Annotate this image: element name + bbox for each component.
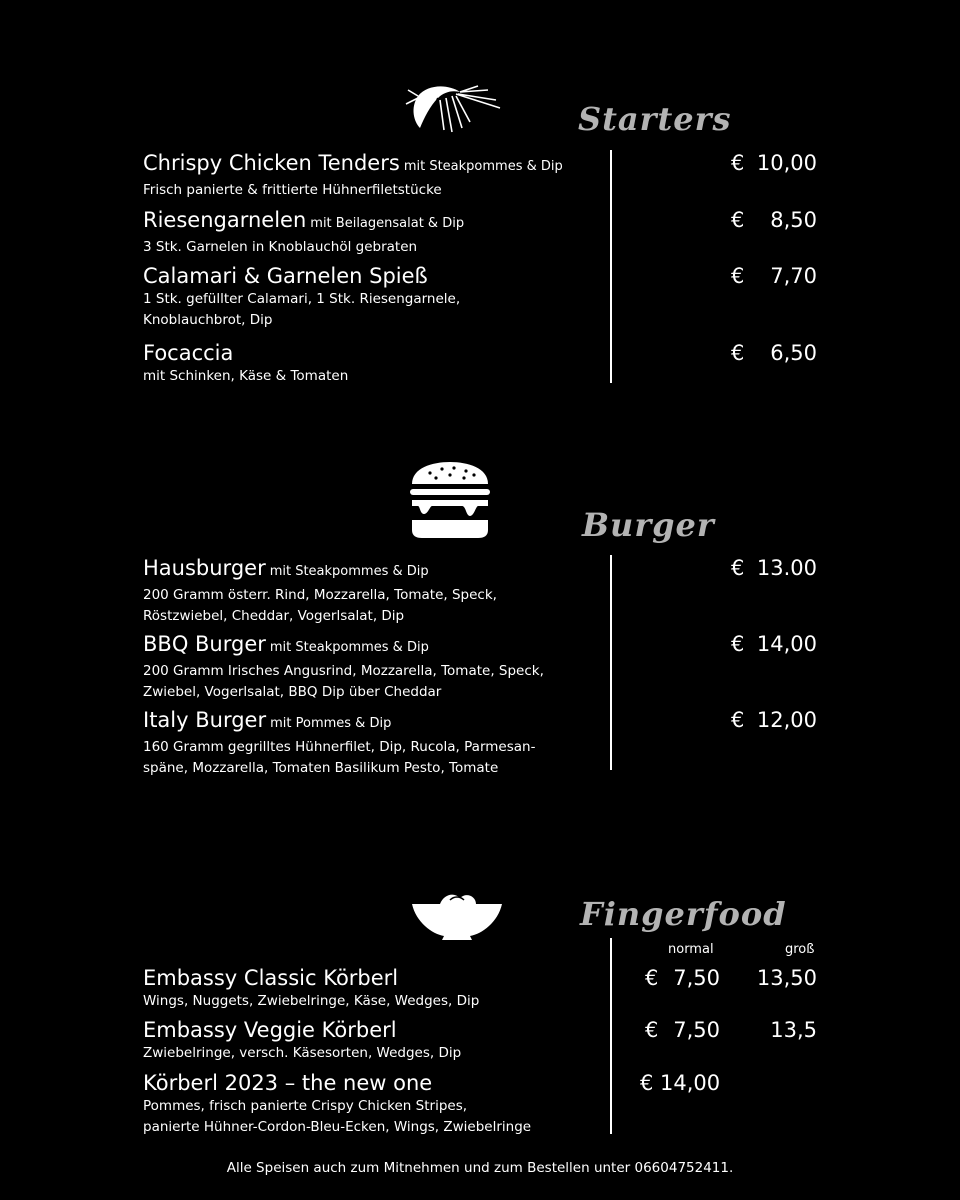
item-side: mit Beilagensalat & Dip bbox=[310, 216, 465, 231]
item-description: 3 Stk. Garnelen in Knoblauchöl gebraten bbox=[143, 239, 418, 255]
burger-price bbox=[0, 555, 960, 581]
item-description: Pommes, frisch panierte Crispy Chicken Stripes, bbox=[143, 1098, 468, 1114]
item-name: Hausburger bbox=[143, 556, 266, 580]
item-side: mit Pommes & Dip bbox=[270, 716, 392, 731]
basket-bowl-icon bbox=[410, 890, 504, 942]
footer-note: Alle Speisen auch zum Mitnehmen und zum Bestellen unter 06604752411. bbox=[226, 1160, 734, 1176]
starter-price bbox=[0, 340, 960, 366]
item-description: 160 Gramm gegrilltes Hühnerfilet, Dip, Rucola, Parmesan- bbox=[143, 739, 536, 755]
price-value: 8,50 bbox=[770, 208, 817, 232]
currency-symbol: € bbox=[645, 966, 659, 990]
item-name: BBQ Burger bbox=[143, 632, 266, 656]
price-value: € 14,00 bbox=[640, 1071, 721, 1095]
item-description: mit Schinken, Käse & Tomaten bbox=[143, 368, 349, 384]
fingerfood-price bbox=[0, 965, 960, 991]
currency-symbol: € bbox=[645, 1018, 659, 1042]
item-description: Frisch panierte & frittierte Hühnerfiletstücke bbox=[143, 182, 442, 198]
starter-price bbox=[0, 150, 960, 176]
item-side: mit Steakpommes & Dip bbox=[269, 640, 429, 655]
item-side: mit Steakpommes & Dip bbox=[403, 159, 563, 174]
fingerfood-price bbox=[0, 1017, 960, 1043]
price-value: 10,00 bbox=[756, 151, 817, 175]
item-description-line2: Knoblauchbrot, Dip bbox=[143, 312, 273, 328]
price-value: 14,00 bbox=[756, 632, 817, 656]
currency-symbol: € bbox=[731, 632, 745, 656]
item-description-line2: späne, Mozzarella, Tomaten Basilikum Pesto, Tomate bbox=[143, 760, 499, 776]
column-label-normal: normal bbox=[668, 942, 714, 957]
starter-price bbox=[0, 263, 960, 289]
currency-symbol: € bbox=[731, 208, 745, 232]
item-name: Focaccia bbox=[143, 341, 234, 365]
currency-symbol: € bbox=[731, 341, 745, 365]
burger-heading: Burger bbox=[582, 506, 715, 544]
item-name: Körberl 2023 – the new one bbox=[143, 1071, 433, 1095]
price-gross: 13,5 bbox=[770, 1018, 817, 1042]
price-value: 7,70 bbox=[770, 264, 817, 288]
currency-symbol: € bbox=[731, 151, 745, 175]
burger-price bbox=[0, 631, 960, 657]
item-description: 200 Gramm Irisches Angusrind, Mozzarella, Tomate, Speck, bbox=[143, 663, 544, 679]
item-name: Calamari & Garnelen Spieß bbox=[143, 264, 428, 288]
shrimp-icon bbox=[400, 78, 505, 140]
column-label-gross: groß bbox=[785, 942, 815, 957]
item-name: Embassy Classic Körberl bbox=[143, 966, 399, 990]
item-side: mit Steakpommes & Dip bbox=[269, 564, 429, 579]
fingerfood-heading: Fingerfood bbox=[580, 895, 787, 933]
item-description: Zwiebelringe, versch. Käsesorten, Wedges, Dip bbox=[143, 1045, 462, 1061]
item-description-line2: Zwiebel, Vogerlsalat, BBQ Dip über Cheddar bbox=[143, 684, 442, 700]
item-description-line2: Röstzwiebel, Cheddar, Vogerlsalat, Dip bbox=[143, 608, 405, 624]
burger-price bbox=[0, 707, 960, 733]
price-value: 12,00 bbox=[756, 708, 817, 732]
fingerfood-price bbox=[0, 1070, 960, 1096]
currency-symbol: € bbox=[731, 556, 745, 580]
price-gross: 13,50 bbox=[756, 966, 817, 990]
price-value: 13.00 bbox=[756, 556, 817, 580]
burger-icon bbox=[408, 460, 492, 540]
currency-symbol: € bbox=[731, 264, 745, 288]
starter-price bbox=[0, 207, 960, 233]
item-name: Chrispy Chicken Tenders bbox=[143, 151, 400, 175]
item-description: Wings, Nuggets, Zwiebelringe, Käse, Wedges, Dip bbox=[143, 993, 480, 1009]
starters-heading: Starters bbox=[578, 100, 732, 138]
item-description-line2: panierte Hühner-Cordon-Bleu-Ecken, Wings, Zwiebelringe bbox=[143, 1119, 532, 1135]
price-normal: 7,50 bbox=[673, 966, 720, 990]
item-name: Italy Burger bbox=[143, 708, 267, 732]
item-name: Riesengarnelen bbox=[143, 208, 307, 232]
currency-symbol: € bbox=[731, 708, 745, 732]
item-name: Embassy Veggie Körberl bbox=[143, 1018, 397, 1042]
price-value: 6,50 bbox=[770, 341, 817, 365]
item-description: 200 Gramm österr. Rind, Mozzarella, Tomate, Speck, bbox=[143, 587, 497, 603]
item-description: 1 Stk. gefüllter Calamari, 1 Stk. Riesengarnele, bbox=[143, 291, 461, 307]
price-normal: 7,50 bbox=[673, 1018, 720, 1042]
